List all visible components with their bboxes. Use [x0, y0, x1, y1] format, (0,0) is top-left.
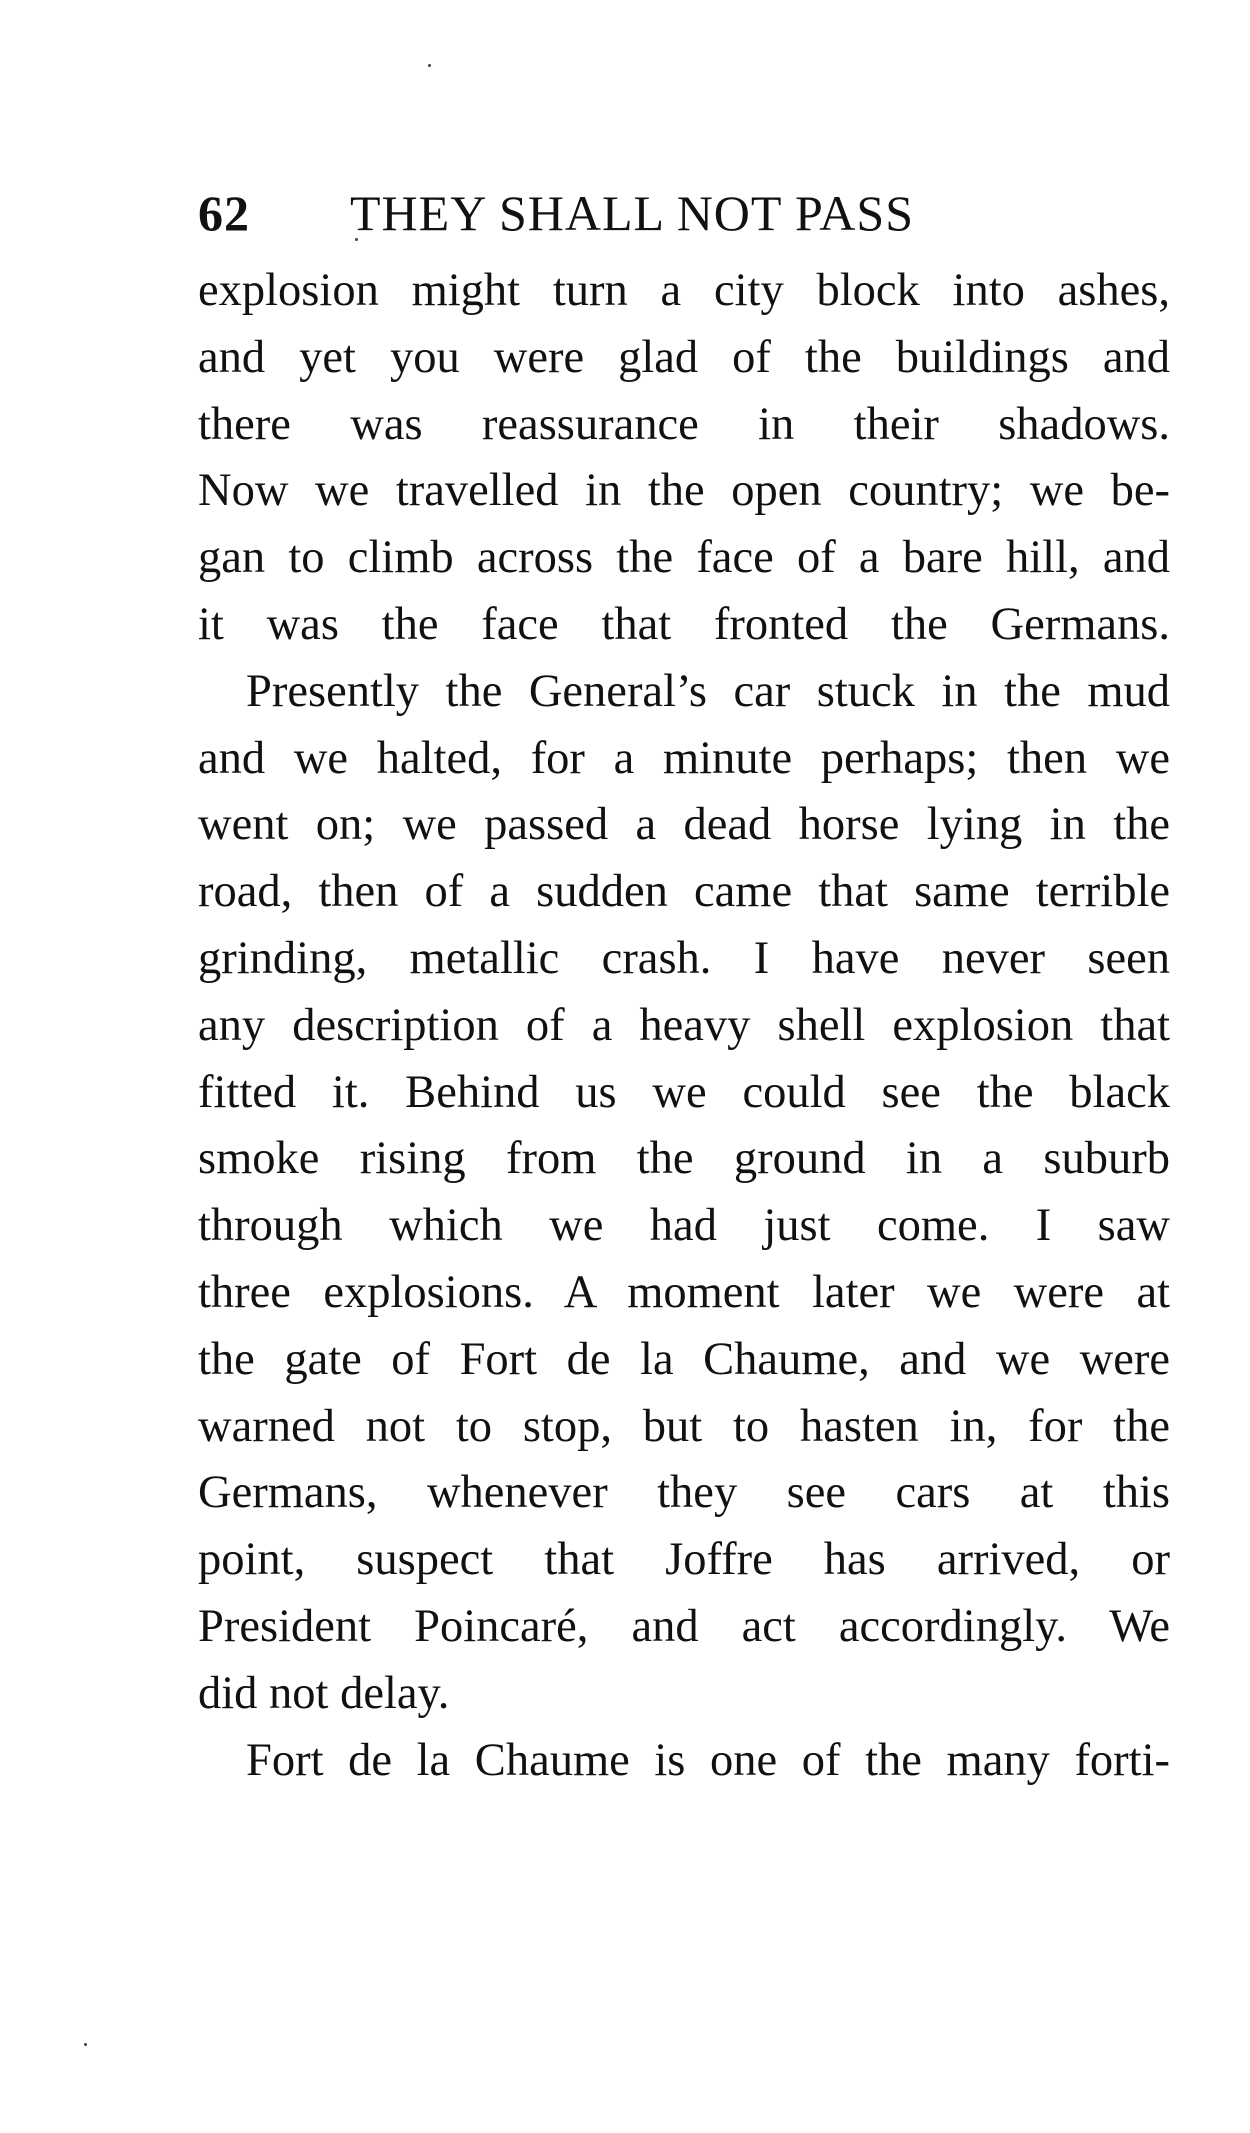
- text-line: Now we travelled in the open country; we be-: [198, 465, 1170, 517]
- text-line: Presently the General’s car stuck in the mud: [246, 665, 1170, 717]
- text-line: it was the face that fronted the Germans.: [198, 598, 1170, 650]
- text-line: through which we had just come. I saw: [198, 1200, 1170, 1252]
- text-line: grinding, metallic crash. I have never seen: [198, 932, 1170, 984]
- text-line: any description of a heavy shell explosion that: [198, 999, 1170, 1051]
- running-title: THEY SHALL NOT PASS: [350, 185, 914, 241]
- page-number: 62: [198, 185, 250, 241]
- text-line: road, then of a sudden came that same terrible: [198, 866, 1170, 918]
- text-line: explosion might turn a city block into ashes,: [198, 265, 1170, 316]
- text-line: President Poincaré, and act accordingly. We: [198, 1600, 1170, 1652]
- text-line: warned not to stop, but to hasten in, for the: [198, 1400, 1170, 1452]
- body-text: [198, 258, 1170, 1794]
- text-line: point, suspect that Joffre has arrived, or: [198, 1534, 1170, 1586]
- text-line: gan to climb across the face of a bare hill, and: [198, 532, 1170, 584]
- paper-speck: [84, 2043, 87, 2046]
- text-line: the gate of Fort de la Chaume, and we were: [198, 1333, 1170, 1385]
- paper-speck: [428, 64, 431, 67]
- text-line: did not delay.: [198, 1667, 450, 1719]
- page-header: [198, 178, 998, 248]
- text-line: and we halted, for a minute perhaps; then we: [198, 732, 1170, 784]
- text-line: smoke rising from the ground in a suburb: [198, 1133, 1170, 1185]
- text-line: three explosions. A moment later we were at: [198, 1266, 1170, 1318]
- text-line: and yet you were glad of the buildings and: [198, 331, 1170, 383]
- text-line: there was reassurance in their shadows.: [198, 398, 1170, 450]
- text-line: went on; we passed a dead horse lying in the: [198, 799, 1170, 851]
- text-line: Fort de la Chaume is one of the many forti-: [246, 1734, 1170, 1786]
- text-line: fitted it. Behind us we could see the black: [198, 1066, 1170, 1118]
- text-line: Germans, whenever they see cars at this: [198, 1467, 1170, 1519]
